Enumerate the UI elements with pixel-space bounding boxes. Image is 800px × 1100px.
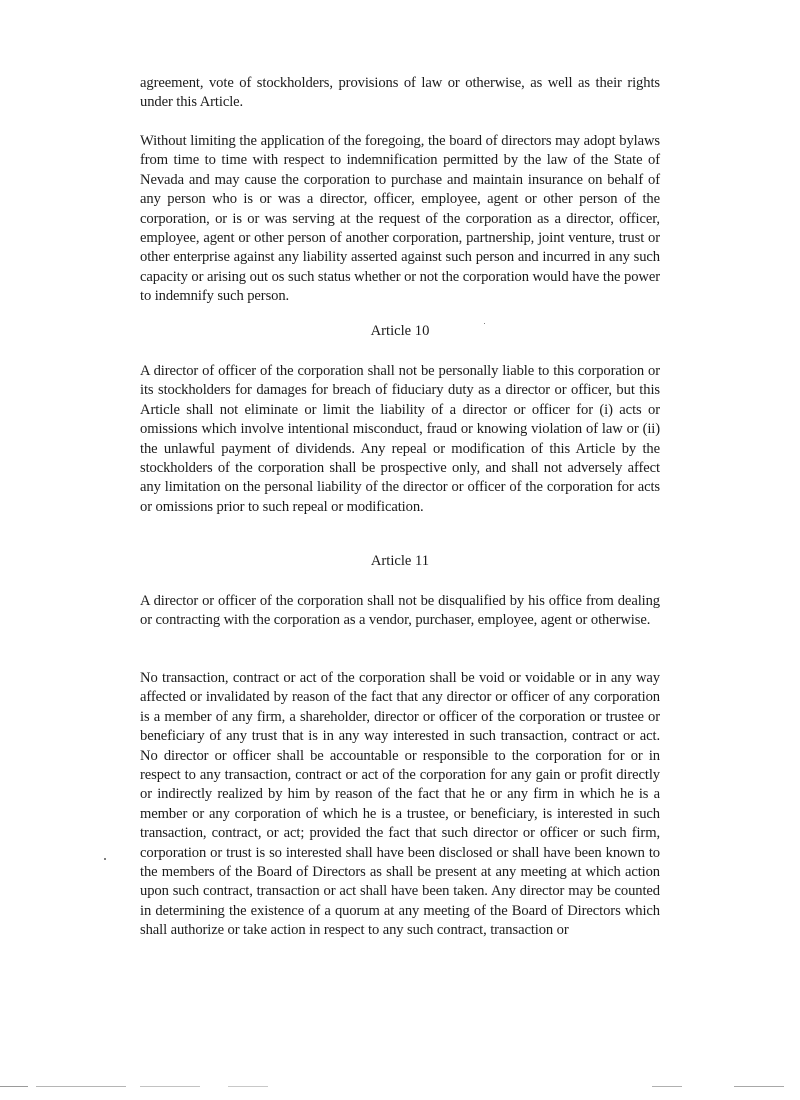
scan-edge-mark [0,1086,28,1087]
paragraph-text: A director of officer of the corporation shall not be personally liable to this corporation or its stockholders for damages for breach of fiduciary duty as a director or officer, but this Article shall not eliminate or limit the liability of a director or officer for (i) acts or omissions which involve intentional misconduct, fraud or knowing violation of law or (ii) the unlawful payment of dividends. Any repeal or modification of this Article by the stockholders of the corporation shall be prospective only, and shall not adversely affect any limitation on the personal liability of the director or officer of the corporation for acts or omissions prior to such repeal or modification. [140,363,660,515]
scan-speck [484,323,485,324]
scan-edge-mark [36,1086,126,1087]
paragraph-rights-continuation [140,74,660,113]
scan-edge-mark [140,1086,200,1087]
paragraph-indemnification-bylaws [140,132,660,307]
paragraph-text: A director or officer of the corporation shall not be disqualified by his office from dealing or contracting with the corporation as a vendor, purchaser, employee, agent or otherwise. [140,593,660,629]
scan-edge-mark [652,1086,682,1087]
paragraph-text: No transaction, contract or act of the corporation shall be void or voidable or in any way affected or invalidated by reason of the fact that any director or officer of any corporation is a member of any firm, a shareholder, director or officer of the corporation or trustee or beneficiary of any trust that is in any way interested in such transaction, contract or act. No director or officer shall be accountable or responsible to the corporation for or in respect to any transaction, contract or act of the corporation for any gain or profit directly or indirectly realized by him by reason of the fact that he or any firm in which he is a member or any corporation of which he is a trustee, or beneficiary, is interested in such transaction, contract, or act; provided the fact that such director or officer or such firm, corporation or trust is so interested shall have been disclosed or shall have been known to the members of the Board of Directors as shall be present at any meeting at which action upon such contract, transaction or act shall have been taken. Any director may be counted in determining the existence of a quorum at any meeting of the Board of Directors which shall authorize or take action in respect to any such contract, transaction or [140,670,660,939]
paragraph-disqualification [140,592,660,631]
paragraph-director-liability [140,362,660,517]
heading-article-11: Article 11 [370,553,430,569]
scan-edge-mark [734,1086,784,1087]
paragraph-text: Without limiting the application of the foregoing, the board of directors may adopt bylaws from time to time with respect to indemnification permitted by the law of the State of Nevada and may cause the corporation to purchase and maintain insurance on behalf of any person who is or was a director, officer, employee, agent or other person of the corporation, or is or was serving at the request of the corporation as a director, officer, employee, agent or other person of another corporation, partnership, joint venture, trust or other enterprise against any liability asserted against such person and incurred in any such capacity or arising out os such status whether or not the corporation would have the power to indemnify such person. [140,133,660,305]
scan-speck [104,858,106,860]
scan-edge-mark [228,1086,268,1087]
paragraph-transactions [140,669,660,941]
heading-article-10: Article 10 [370,323,430,339]
paragraph-text: agreement, vote of stockholders, provisions of law or otherwise, as well as their rights under this Article. [140,75,660,111]
